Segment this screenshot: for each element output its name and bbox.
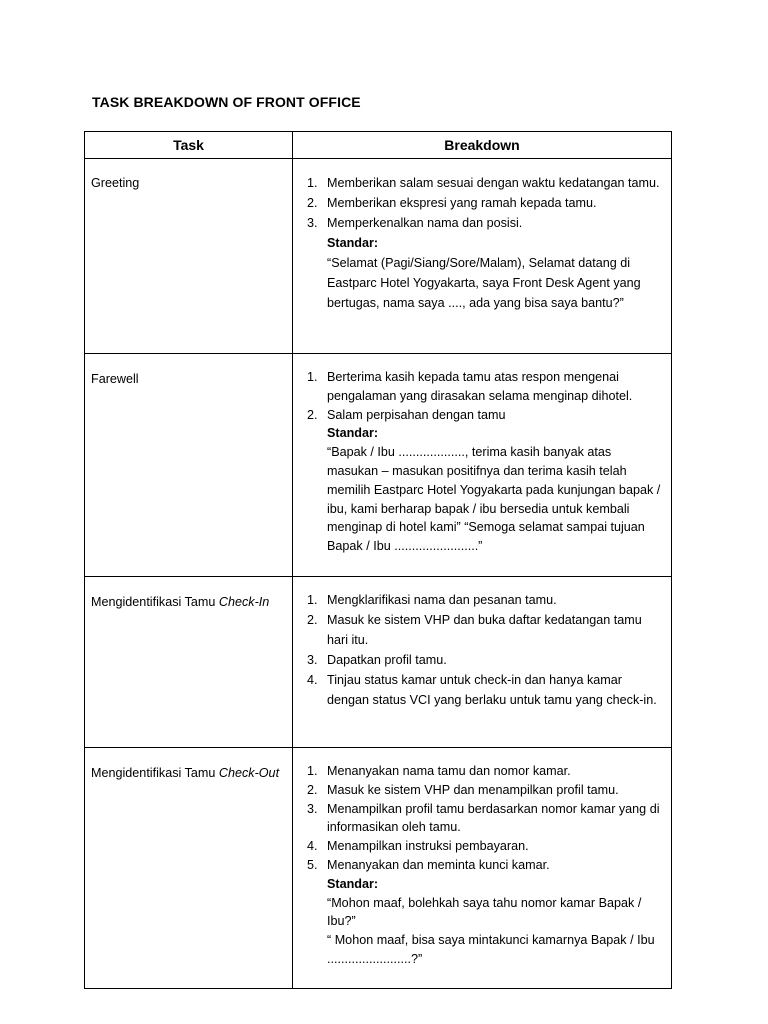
standard-label: Standar: [327, 236, 379, 250]
standard-block [299, 424, 661, 556]
standard-script: “ Mohon maaf, bisa saya mintakunci kamarnya Bapak / Ibu ........................?” [327, 933, 655, 966]
list-item: 1. Menanyakan nama tamu dan nomor kamar. [321, 762, 661, 781]
task-name-italic: Check-In [218, 595, 270, 609]
breakdown-column-header: Breakdown [293, 132, 672, 159]
task-name: Greeting [91, 176, 140, 190]
table-header-row [85, 132, 672, 159]
task-column-header: Task [85, 132, 293, 159]
task-name: Mengidentifikasi Tamu [91, 766, 219, 780]
list-item: 1. Memberikan salam sesuai dengan waktu kedatangan tamu. [321, 173, 661, 193]
task-cell [85, 354, 293, 577]
list-item: 2. Memberikan ekspresi yang ramah kepada tamu. [321, 193, 661, 213]
task-breakdown-table [84, 131, 672, 989]
table-row-greeting [85, 159, 672, 354]
document-title: TASK BREAKDOWN OF FRONT OFFICE [92, 94, 361, 110]
table-row-check-in [85, 577, 672, 748]
list-item: 2. Salam perpisahan dengan tamu [321, 406, 661, 425]
breakdown-cell [293, 159, 672, 354]
list-item: 1. Mengklarifikasi nama dan pesanan tamu. [321, 590, 661, 610]
list-item: 3. Menampilkan profil tamu berdasarkan nomor kamar yang di informasikan oleh tamu. [321, 800, 661, 838]
breakdown-cell [293, 354, 672, 577]
task-name: Farewell [91, 372, 139, 386]
steps-list [299, 173, 661, 233]
breakdown-cell [293, 577, 672, 748]
breakdown-cell [293, 748, 672, 989]
task-cell [85, 748, 293, 989]
standard-block [299, 233, 661, 313]
standard-script: “Bapak / Ibu ..................., terima kasih banyak atas masukan – masukan positifnya dan terima kasih telah memilih Eastparc Hotel Yogyakarta pada kunjungan bapak / ibu, kami berharap bapak / ibu bersedia untuk kembali menginap di hotel kami” “Semoga selamat sampai tujuan Bapak / Ibu ........................” [327, 445, 661, 554]
table-row-check-out [85, 748, 672, 989]
standard-script: “Mohon maaf, bolehkah saya tahu nomor kamar Bapak / Ibu?” [327, 895, 642, 929]
steps-list [299, 590, 661, 710]
task-name-italic: Check-Out [218, 766, 280, 780]
list-item: 2. Masuk ke sistem VHP dan menampilkan profil tamu. [321, 781, 661, 800]
standard-label: Standar: [327, 876, 379, 891]
task-cell [85, 159, 293, 354]
list-item: 2. Masuk ke sistem VHP dan buka daftar kedatangan tamu hari itu. [321, 610, 661, 650]
list-item: 4. Menampilkan instruksi pembayaran. [321, 837, 661, 856]
table-row-farewell [85, 354, 672, 577]
steps-list [299, 762, 661, 875]
task-name: Mengidentifikasi Tamu [91, 595, 219, 609]
list-item: 3. Dapatkan profil tamu. [321, 650, 661, 670]
task-cell [85, 577, 293, 748]
list-item: 4. Tinjau status kamar untuk check-in dan hanya kamar dengan status VCI yang berlaku untuk tamu yang check-in. [321, 670, 661, 710]
standard-block [299, 875, 661, 969]
list-item: 5. Menanyakan dan meminta kunci kamar. [321, 856, 661, 875]
list-item: 3. Memperkenalkan nama dan posisi. [321, 213, 661, 233]
list-item: 1. Berterima kasih kepada tamu atas respon mengenai pengalaman yang dirasakan selama menginap dihotel. [321, 368, 661, 406]
steps-list [299, 368, 661, 424]
standard-label: Standar: [327, 426, 379, 441]
standard-script: “Selamat (Pagi/Siang/Sore/Malam), Selamat datang di Eastparc Hotel Yogyakarta, saya Front Desk Agent yang bertugas, nama saya ...., ada yang bisa saya bantu?” [327, 256, 641, 310]
